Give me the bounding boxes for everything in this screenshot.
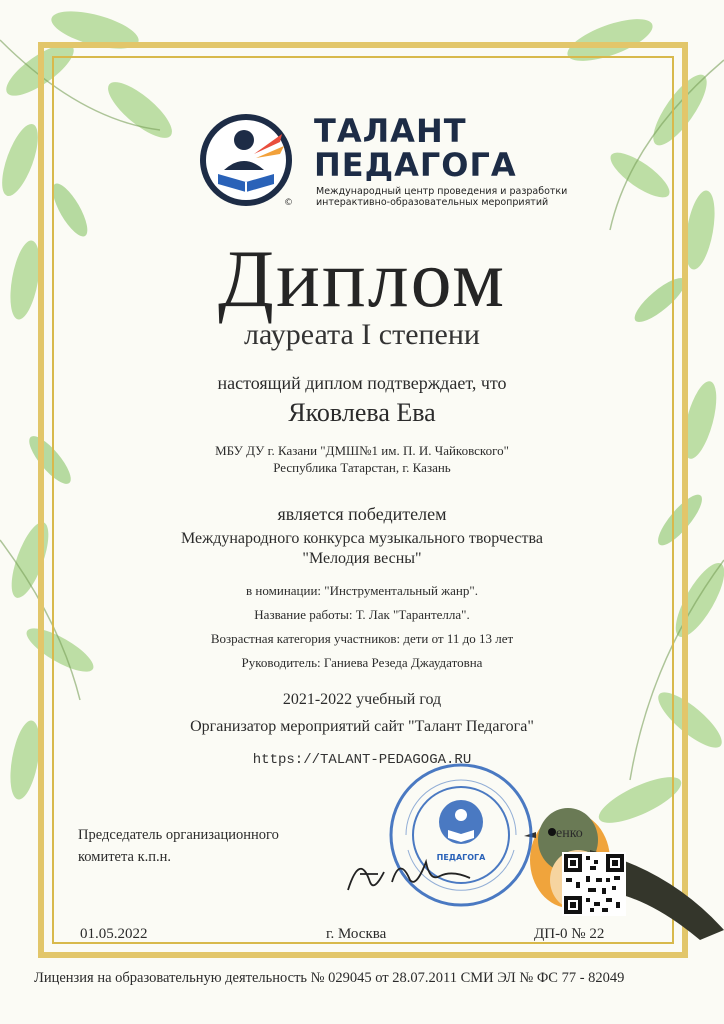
- academic-year: 2021-2022 учебный год: [282, 691, 442, 708]
- issue-date: 01.05.2022: [80, 926, 148, 942]
- age-category: Возрастная категория участников: дети от 11 до 13 лет: [210, 631, 514, 646]
- copyright-mark: ©: [284, 198, 293, 208]
- school-line2: Республика Татарстан, г. Казань: [273, 460, 451, 475]
- diploma-degree: лауреата I степени: [244, 318, 480, 351]
- chairman-label-line2: комитета к.п.н.: [78, 849, 172, 865]
- work-title: Название работы: Т. Лак "Тарантелла".: [254, 607, 470, 622]
- school-line1: МБУ ДУ г. Казани "ДМШ№1 им. П. И. Чайковского": [215, 443, 509, 458]
- website-url: https://TALANT-PEDAGOGA.RU: [252, 752, 472, 768]
- brand-tagline-line2: интерактивно-образовательных мероприятий: [316, 197, 549, 208]
- issue-city: г. Москва: [326, 926, 387, 942]
- recipient-name: Яковлева Ева: [288, 398, 436, 427]
- supervisor: Руководитель: Ганиева Резеда Джаудатовна: [241, 655, 483, 670]
- qr-code-icon: [562, 852, 626, 916]
- organizer-text: Организатор мероприятий сайт "Талант Педагога": [190, 718, 534, 735]
- license-text: Лицензия на образовательную деятельность № 029045 от 28.07.2011 СМИ ЭЛ № ФС 77 - 82049: [34, 970, 625, 986]
- signer-name: енко: [556, 826, 583, 841]
- document-number: ДП-0 № 22: [534, 926, 605, 942]
- contest-line1: Международного конкурса музыкального творчества: [181, 530, 543, 547]
- stamp-text: ПЕДАГОГА: [436, 853, 486, 862]
- winner-text: является победителем: [277, 504, 447, 524]
- brand-name-line2: ПЕДАГОГА: [314, 146, 517, 184]
- nomination-text: в номинации: "Инструментальный жанр".: [246, 583, 478, 598]
- chairman-label: [78, 824, 279, 868]
- brand-tagline: [316, 186, 567, 208]
- handwritten-signature: [340, 842, 480, 902]
- talant-pedagoga-logo-icon: [196, 112, 300, 208]
- diploma-title: Диплом: [218, 233, 506, 324]
- brand-name-line1: ТАЛАНТ: [314, 112, 467, 150]
- confirms-text: настоящий диплом подтверждает, что: [217, 373, 507, 393]
- contest-line2: "Мелодия весны": [302, 550, 422, 567]
- brand-tagline-line1: Международный центр проведения и разработки: [316, 186, 568, 197]
- chairman-label-line1: Председатель организационного: [78, 827, 279, 843]
